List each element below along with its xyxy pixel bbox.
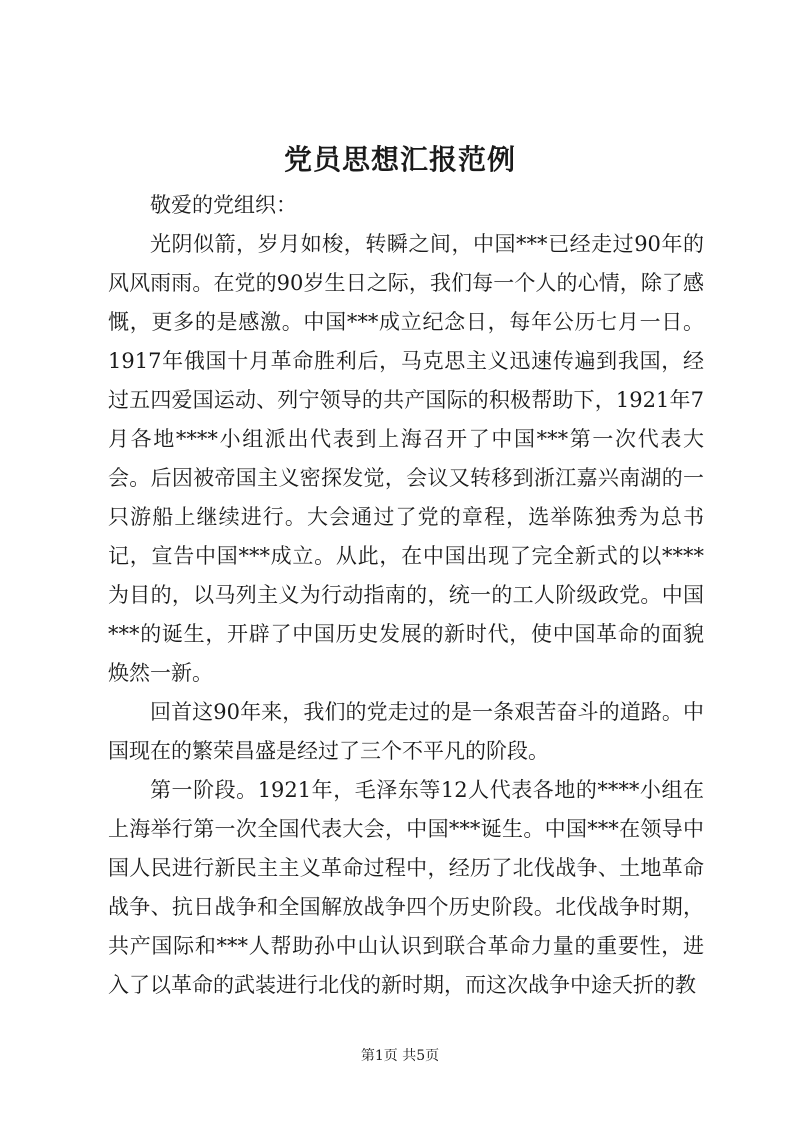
paragraph-1: 光阴似箭，岁月如梭，转瞬之间，中国***已经走过90年的风风雨雨。在党的90岁生日之际，我们每一个人的心情，除了感慨，更多的是感激。中国***成立纪念日，每年公历七月一日。1917年俄国十月革命胜利后，马克思主义迅速传遍到我国，经过五四爱国运动、列宁领导的共产国际的积极帮助下，1921年7月各地****小组派出代表到上海召开了中国***第一次代表大会。后因被帝国主义密探发觉，会议又转移到浙江嘉兴南湖的一只游船上继续进行。大会通过了党的章程，选举陈独秀为总书记，宣告中国***成立。从此，在中国出现了完全新式的以****为目的，以马列主义为行动指南的，统一的工人阶级政党。中国***的诞生，开辟了中国历史发展的新时代，使中国革命的面貌焕然一新。 bbox=[108, 232, 704, 685]
page-footer: 第1页 共5页 bbox=[360, 1048, 440, 1064]
paragraph-2: 回首这90年来，我们的党走过的是一条艰苦奋斗的道路。中国现在的繁荣昌盛是经过了三个不平凡的阶段。 bbox=[108, 700, 704, 763]
salutation: 敬爱的党组织： bbox=[150, 193, 297, 217]
document-body bbox=[108, 186, 704, 1005]
page-title: 党员思想汇报范例 bbox=[283, 143, 516, 176]
paragraph-3: 第一阶段。1921年，毛泽东等12人代表各地的****小组在上海举行第一次全国代表大会，中国***诞生。中国***在领导中国人民进行新民主主义革命过程中，经历了北伐战争、土地革命战争、抗日战争和全国解放战争四个历史阶段。北伐战争时期，共产国际和***人帮助孙中山认识到联合革命力量的重要性，进入了以革命的武装进行北伐的新时期，而这次战争中途夭折的教 bbox=[108, 778, 704, 997]
